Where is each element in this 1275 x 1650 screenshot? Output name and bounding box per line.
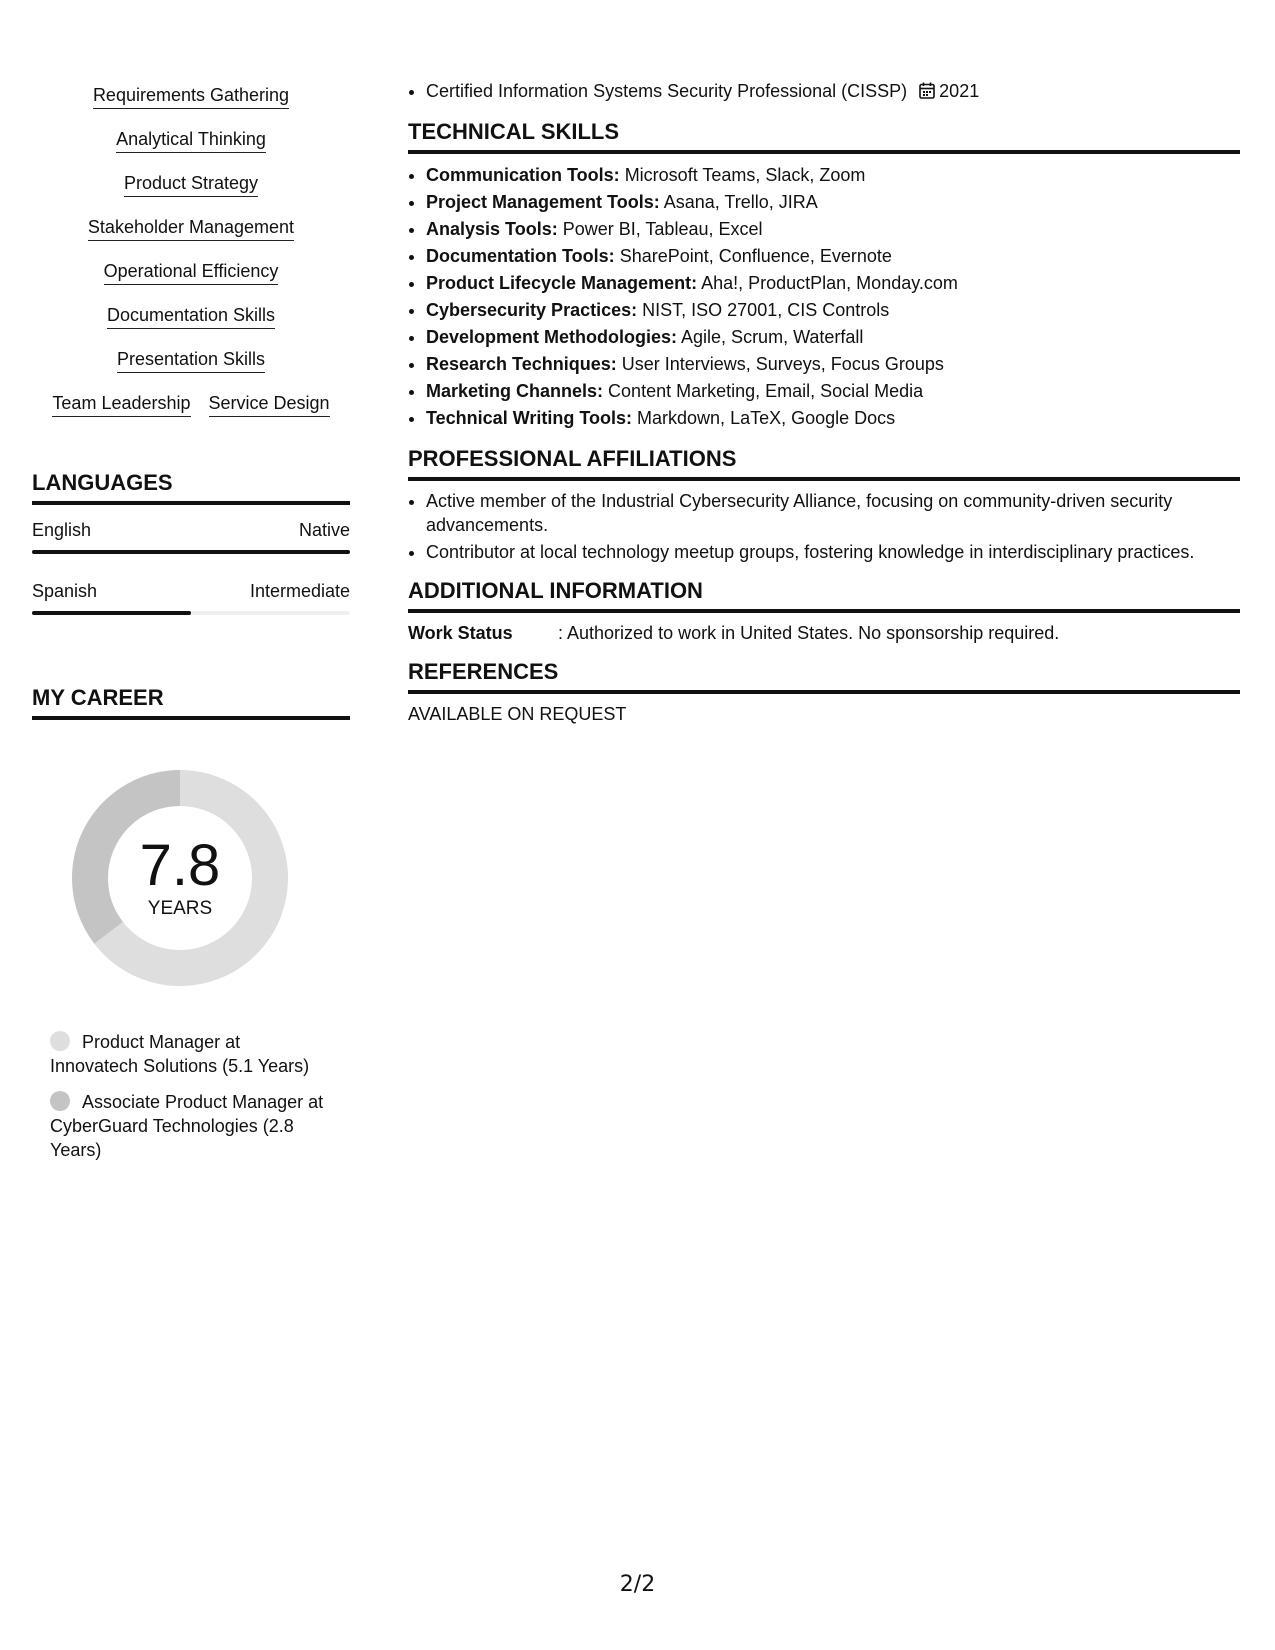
affiliations-title: PROFESSIONAL AFFILIATIONS [408,446,1240,481]
technical-skill-item [426,243,1240,270]
languages-section [32,470,350,615]
language-bar-fill [32,611,191,615]
skill-tag: Team Leadership [52,392,190,417]
skills-list [32,84,350,436]
skill-tag: Presentation Skills [117,348,265,373]
technical-skill-item [426,297,1240,324]
skill-values: NIST, ISO 27001, CIS Controls [642,300,890,320]
language-name: English [32,520,92,540]
language-name: Spanish [32,581,98,601]
certification-item [426,78,1240,107]
language-bar [32,611,350,615]
language-item [32,580,350,615]
skill-values: Microsoft Teams, Slack, Zoom [624,165,866,185]
skill-tag: Requirements Gathering [93,84,289,109]
technical-skill-item [426,405,1240,432]
affiliation-item: • Active member of the Industrial Cybersecurity Alliance, focusing on community-driven security advancements. [426,489,1240,537]
skill-tag: Operational Efficiency [104,260,279,285]
skill-tag: Documentation Skills [107,304,275,329]
technical-skill-item [426,270,1240,297]
work-status-value: : Authorized to work in United States. No sponsorship required. [558,623,1060,643]
technical-skill-item [426,378,1240,405]
work-status-label: Work Status [408,623,513,643]
skill-category: Research Techniques: [426,354,617,374]
skill-values: Asana, Trello, JIRA [663,192,818,212]
languages-title: LANGUAGES [32,470,350,505]
career-role: Associate Product Manager at CyberGuard Technologies (2.8 Years) [50,1092,324,1160]
language-bar-fill [32,550,350,554]
skill-category: Cybersecurity Practices: [426,300,638,320]
technical-skill-item [426,216,1240,243]
skill-category: Marketing Channels: [426,381,604,401]
certification-name: Certified Information Systems Security Professional (CISSP) [426,81,908,101]
right-column [408,78,1240,726]
legend-dot [50,1091,70,1111]
skill-values: Agile, Scrum, Waterfall [681,327,864,347]
technical-skill-item [426,162,1240,189]
skill-category: Communication Tools: [426,165,620,185]
technical-skills-list [408,162,1240,432]
legend-dot [50,1031,70,1051]
additional-info-title: ADDITIONAL INFORMATION [408,578,1240,613]
career-total-years: 7.8 [139,833,221,898]
technical-skills-title: TECHNICAL SKILLS [408,119,1240,154]
work-status-row [408,621,1240,645]
references-title: REFERENCES [408,659,1240,694]
skill-values: Aha!, ProductPlan, Monday.com [701,273,958,293]
career-total-unit: YEARS [147,898,213,919]
language-level: Native [298,520,350,540]
page-number: 2/2 [619,1572,656,1597]
left-column [32,84,350,1174]
career-title: MY CAREER [32,685,350,720]
affiliation-item: • Contributor at local technology meetup groups, fostering knowledge in interdisciplinary practices. [426,540,1240,564]
career-role: Product Manager at Innovatech Solutions (5.1 Years) [50,1032,310,1076]
certification-year: 2021 [939,81,980,101]
skill-category: Project Management Tools: [426,192,660,212]
certifications-list [408,78,1240,107]
career-legend-item [50,1030,330,1078]
skill-values: Content Marketing, Email, Social Media [608,381,924,401]
skill-values: User Interviews, Surveys, Focus Groups [621,354,944,374]
skill-tag: Product Strategy [124,172,258,197]
skill-values: SharePoint, Confluence, Evernote [619,246,892,266]
skill-category: Documentation Tools: [426,246,615,266]
skill-values: Markdown, LaTeX, Google Docs [637,408,896,428]
skill-tag: Stakeholder Management [88,216,294,241]
references-text: AVAILABLE ON REQUEST [408,704,627,724]
skill-category: Technical Writing Tools: [426,408,633,428]
skill-values: Power BI, Tableau, Excel [562,219,763,239]
language-level: Intermediate [249,581,350,601]
technical-skill-item [426,189,1240,216]
technical-skill-item [426,324,1240,351]
language-item [32,519,350,554]
technical-skill-item [426,351,1240,378]
career-legend [50,1030,330,1162]
language-bar [32,550,350,554]
career-legend-item [50,1090,330,1162]
affiliations-list [408,489,1240,564]
skill-category: Development Methodologies: [426,327,678,347]
career-total [66,764,294,992]
career-section [32,685,350,1162]
skill-category: Analysis Tools: [426,219,558,239]
skill-tag: Service Design [209,392,330,417]
skill-category: Product Lifecycle Management: [426,273,698,293]
career-donut [66,764,294,992]
calendar-icon [919,80,935,107]
skill-tag: Analytical Thinking [116,128,266,153]
